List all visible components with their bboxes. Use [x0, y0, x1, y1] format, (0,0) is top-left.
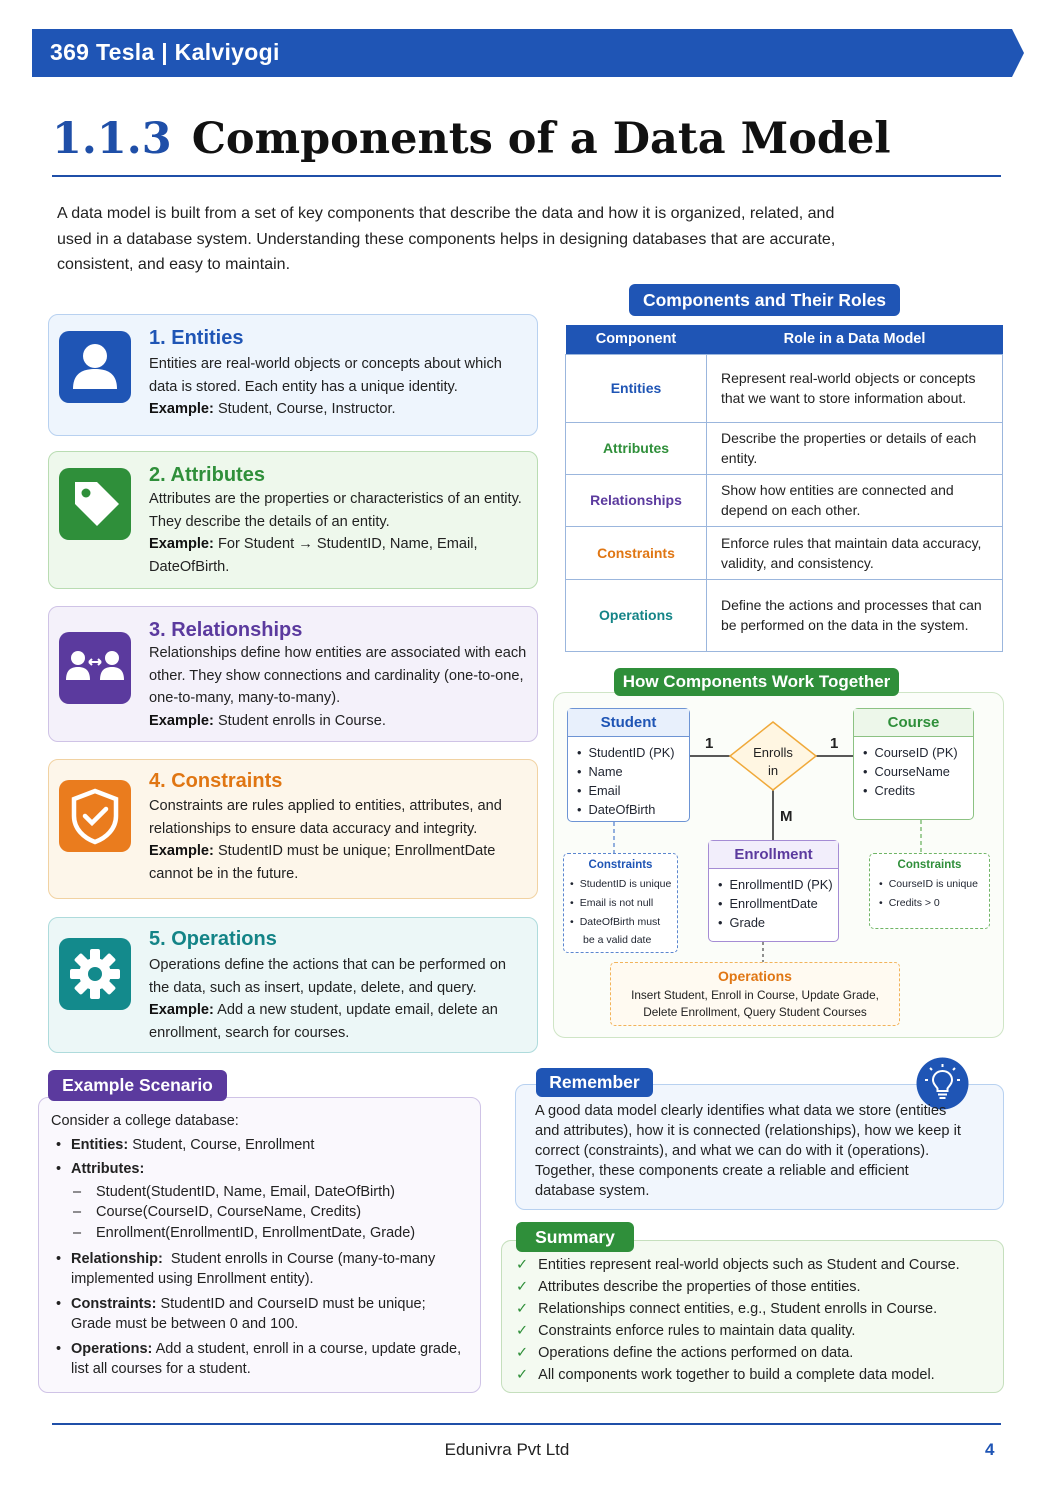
example-intro: Consider a college database:	[51, 1113, 239, 1129]
component-cell: Entities	[566, 354, 707, 422]
component-cell: Attributes	[566, 422, 707, 474]
entity-field: • Email	[577, 781, 689, 800]
operations-box	[610, 962, 900, 1026]
entity-field: • CourseName	[863, 762, 973, 781]
constraint-item: • CourseID is unique	[879, 875, 989, 894]
example-attribute-item: – Course(CourseID, CourseName, Credits)	[73, 1204, 362, 1220]
course-constraints-box	[869, 853, 990, 929]
example-entities: • Entities: Student, Course, Enrollment	[56, 1137, 315, 1153]
card-title: 2. Attributes	[149, 464, 265, 486]
section-number: 1.1.3	[52, 114, 172, 164]
cardinality-bottom: M	[780, 808, 793, 825]
entity-field: • StudentID (PK)	[577, 743, 689, 762]
entity-field: • Credits	[863, 781, 973, 800]
card-text: Entities are real-world objects or concepts about which data is stored. Each entity has a unique identity. Example: Student, Course, Instructor.	[149, 356, 502, 417]
card-text: Constraints are rules applied to entities, attributes, and relationships to ensure data accuracy and integrity. Example: StudentID must be unique; EnrollmentDate cannot be in the future.	[149, 798, 502, 882]
check-icon: ✓	[516, 1367, 529, 1383]
example-constraints: • Constraints: StudentID and CourseID must be unique; Grade must be between 0 and 100.	[56, 1296, 426, 1332]
summary-item: ✓ All components work together to build a complete data model.	[516, 1367, 935, 1383]
check-icon: ✓	[516, 1279, 529, 1295]
operations-title: Operations	[718, 968, 792, 984]
page-number: 4	[985, 1440, 995, 1459]
example-relationship: • Relationship: Student enrolls in Course (many-to-many implemented using Enrollment entity).	[56, 1251, 436, 1287]
relationship-diamond-label: Enrolls in	[753, 745, 793, 778]
entity-field: • DateOfBirth	[577, 800, 689, 819]
component-cell: Constraints	[566, 526, 707, 579]
card-text: Relationships define how entities are associated with each other. They show connections and cardinality (one-to-one, one-to-many, many-to-many). Example: Student enrolls in Course.	[149, 645, 527, 729]
role-cell: Enforce rules that maintain data accuracy, validity, and consistency.	[707, 526, 1003, 579]
constraint-item: • DateOfBirth must	[570, 913, 677, 932]
component-cell: Operations	[566, 579, 707, 651]
summary-item: ✓ Relationships connect entities, e.g., Student enrolls in Course.	[516, 1301, 938, 1317]
role-cell: Define the actions and processes that can be performed on the data in the system.	[707, 579, 1003, 651]
summary-item: ✓ Entities represent real-world objects such as Student and Course.	[516, 1257, 960, 1273]
entity-title: Course	[854, 709, 973, 737]
summary-item: ✓ Attributes describe the properties of those entities.	[516, 1279, 861, 1295]
remember-heading: Remember	[536, 1068, 653, 1097]
card-text: Operations define the actions that can be performed on the data, such as insert, update, delete, and query. Example: Add a new student, update email, delete an enrollment, search for courses.	[149, 957, 506, 1041]
entity-field: • Name	[577, 762, 689, 781]
entity-course	[853, 708, 974, 820]
check-icon: ✓	[516, 1301, 529, 1317]
check-icon: ✓	[516, 1323, 529, 1339]
card-title: 1. Entities	[149, 327, 244, 349]
example-operations: • Operations: Add a student, enroll in a course, update grade, list all courses for a student.	[56, 1341, 462, 1377]
title-text: Components of a Data Model	[191, 114, 891, 164]
example-attribute-item: – Enrollment(EnrollmentID, EnrollmentDate, Grade)	[73, 1225, 416, 1241]
column-header: Component	[566, 325, 707, 354]
card-text: Attributes are the properties or characteristics of an entity. They describe the details of an entity. Example: For Student → StudentID, Name, Email, DateOfBirth.	[149, 491, 522, 575]
summary-item: ✓ Constraints enforce rules to maintain data quality.	[516, 1323, 856, 1339]
constraints-title: Constraints	[588, 859, 653, 871]
entity-field: • EnrollmentDate	[718, 894, 838, 913]
entity-student	[567, 708, 690, 822]
entity-title: Student	[568, 709, 689, 737]
example-attribute-item: – Student(StudentID, Name, Email, DateOfBirth)	[73, 1184, 395, 1200]
check-icon: ✓	[516, 1345, 529, 1361]
card-title: 5. Operations	[149, 928, 277, 950]
constraint-item: • StudentID is unique	[570, 875, 677, 894]
footer-company: Edunivra Pvt Ltd	[444, 1440, 570, 1459]
entity-title: Enrollment	[709, 841, 838, 869]
roles-heading: Components and Their Roles	[629, 284, 900, 316]
constraint-item: • Email is not null	[570, 894, 677, 913]
component-cell: Relationships	[566, 474, 707, 526]
summary-heading: Summary	[516, 1222, 634, 1252]
operations-text: Insert Student, Enroll in Course, Update Grade, Delete Enrollment, Query Student Courses	[631, 988, 879, 1019]
constraint-item: • Credits > 0	[879, 894, 989, 913]
card-title: 3. Relationships	[149, 619, 303, 641]
remember-text: A good data model clearly identifies what data we store (entities and attributes), how it is connected (relationships), how we keep it correct (constraints), and what we can do with it (operations). Together, these components create a reliable and efficient database system.	[535, 1103, 961, 1199]
banner-text: 369 Tesla | Kalviyogi	[50, 39, 280, 65]
intro-paragraph: A data model is built from a set of key components that describe the data and how it is organized, related, and used in a database system. Understanding these components helps in designing databases that are accurate, consistent, and easy to maintain.	[57, 205, 836, 273]
entity-field: • Grade	[718, 913, 838, 932]
summary-item: ✓ Operations define the actions performed on data.	[516, 1345, 854, 1361]
entity-field: • CourseID (PK)	[863, 743, 973, 762]
constraint-item: be a valid date	[583, 934, 652, 946]
footer-divider	[52, 1423, 1001, 1425]
role-cell: Represent real-world objects or concepts that we want to store information about.	[707, 354, 1003, 422]
role-cell: Describe the properties or details of each entity.	[707, 422, 1003, 474]
entity-enrollment	[708, 840, 839, 942]
example-attributes: • Attributes:	[56, 1161, 145, 1177]
constraints-title: Constraints	[897, 859, 962, 871]
check-icon: ✓	[516, 1257, 529, 1273]
diagram-heading: How Components Work Together	[614, 668, 899, 696]
cardinality-right: 1	[830, 735, 839, 752]
cardinality-left: 1	[705, 735, 714, 752]
student-constraints-box	[563, 853, 678, 953]
role-cell: Show how entities are connected and depend on each other.	[707, 474, 1003, 526]
entity-field: • EnrollmentID (PK)	[718, 875, 838, 894]
column-header: Role in a Data Model	[707, 325, 1003, 354]
card-title: 4. Constraints	[149, 770, 283, 792]
example-heading: Example Scenario	[48, 1070, 227, 1101]
